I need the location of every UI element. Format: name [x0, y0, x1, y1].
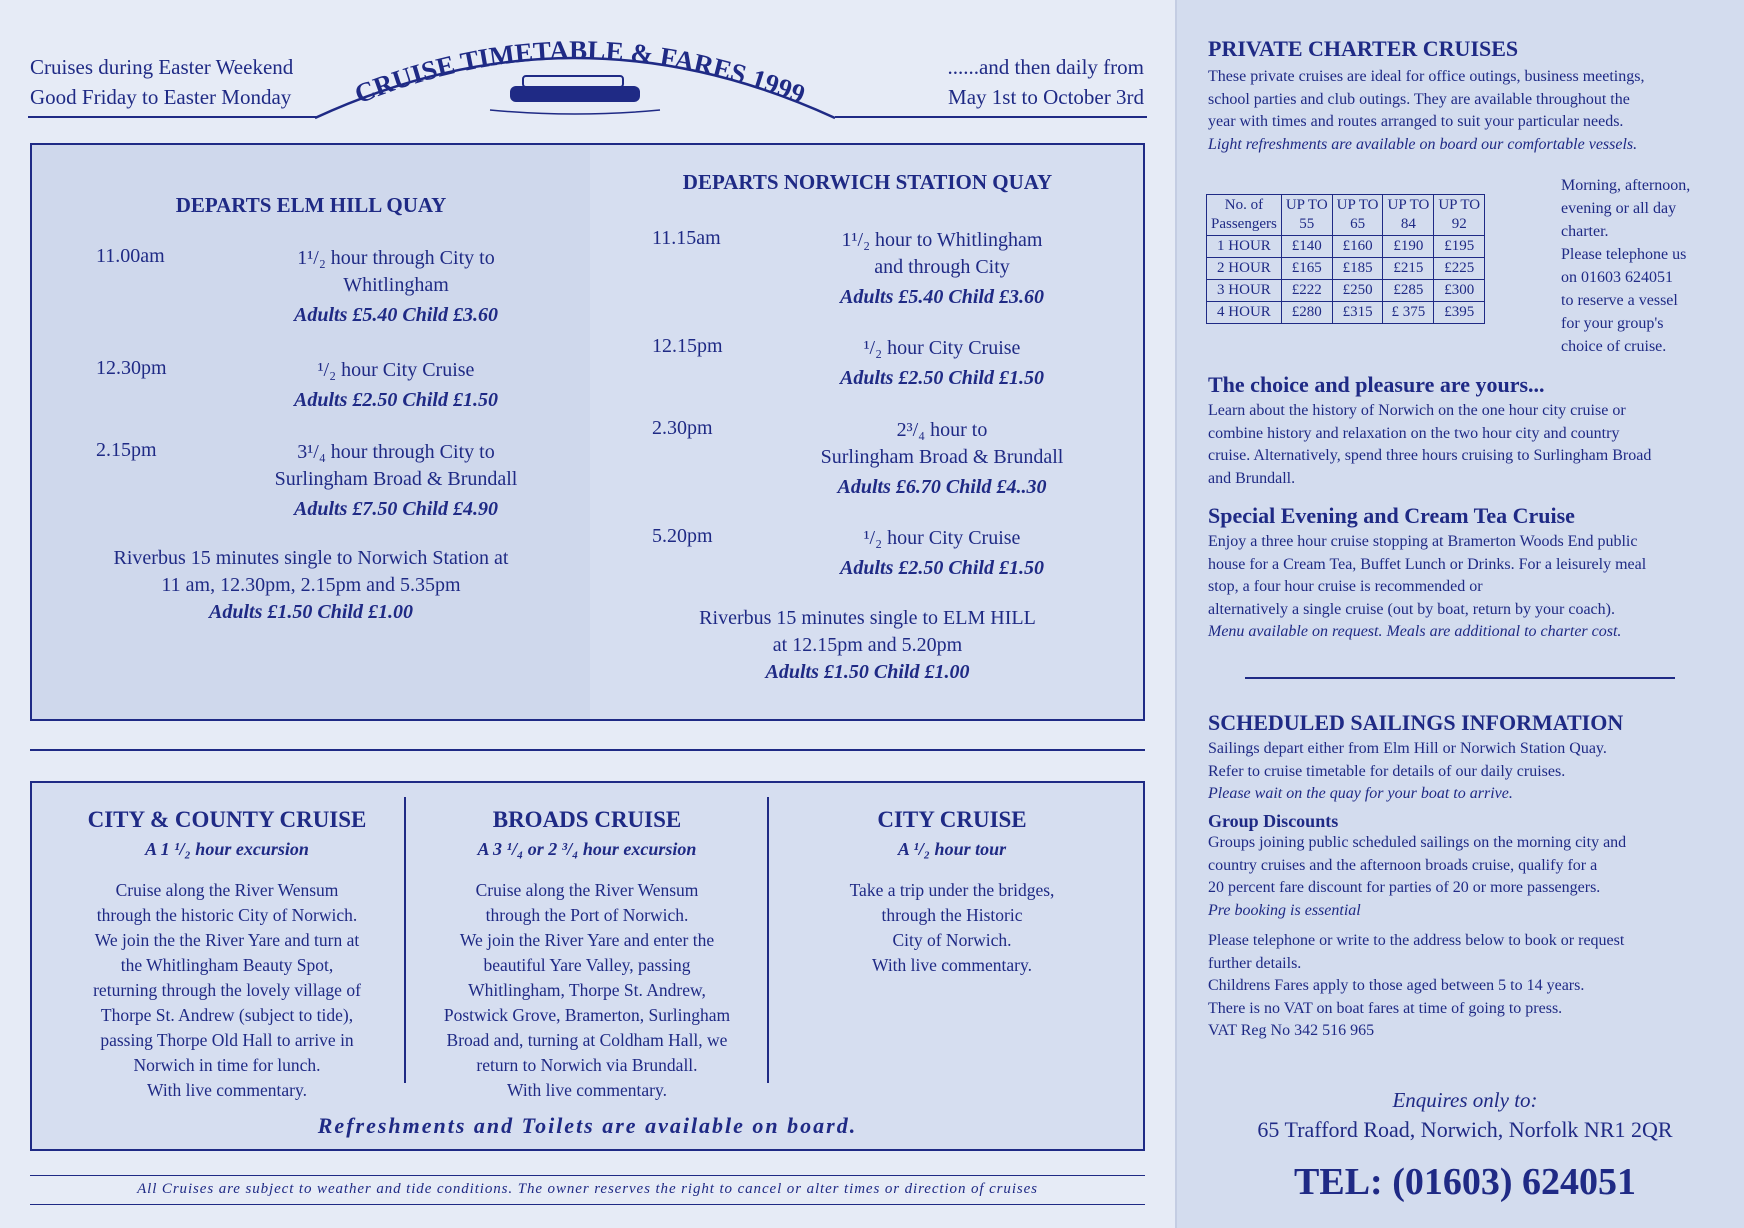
table-cell: £160 [1332, 236, 1383, 258]
table-cell: 1 HOUR [1207, 236, 1282, 258]
easter-note-line2: Good Friday to Easter Monday [30, 85, 292, 109]
cruise-line: Take a trip under the bridges, [849, 880, 1055, 900]
table-cell: £190 [1383, 236, 1434, 258]
cruise-line: Thorpe St. Andrew (subject to tide), [100, 1005, 354, 1025]
charter-line: school parties and club outings. They are available throughout the [1208, 90, 1630, 108]
choice-line: combine history and relaxation on the two hour city and country [1208, 424, 1620, 442]
cruise-line: Cruise along the River Wensum [115, 880, 339, 900]
daily-note-line1: ......and then daily from [947, 55, 1144, 79]
scheduled-italic: Please wait on the quay for your boat to arrive. [1208, 785, 1513, 802]
cruise-line: beautiful Yare Valley, passing [483, 955, 691, 975]
table-row [1207, 280, 1485, 302]
evening-text [1208, 531, 1728, 644]
cruise-descriptions [30, 781, 1145, 1151]
group-line: Groups joining public scheduled sailings on the morning city and [1208, 834, 1627, 851]
charter-section [1208, 36, 1708, 156]
note-line: Morning, afternoon, [1561, 177, 1691, 194]
cruise-line: Broad and, turning at Coldham Hall, we [446, 1030, 728, 1050]
elm-hill-riverbus [32, 545, 590, 626]
departure-route: 1¹/₂ hour through City to [297, 247, 495, 269]
cruise-line: Postwick Grove, Bramerton, Surlingham [443, 1005, 731, 1025]
table-cell: £315 [1332, 302, 1383, 324]
table-header-cell: UP TO 92 [1434, 195, 1485, 236]
departure-time: 2.15pm [96, 439, 157, 461]
boat-icon [490, 76, 660, 114]
riverbus-line1: Riverbus 15 minutes single to Norwich Station at [113, 547, 509, 569]
departure-fare: Adults £6.70 Child £4..30 [837, 476, 1047, 498]
table-cell: £285 [1383, 280, 1434, 302]
table-cell: 4 HOUR [1207, 302, 1282, 324]
cruise-subtitle: A 1 ¹/₂ hour excursion [145, 839, 309, 859]
cruise-body [777, 878, 1127, 978]
note-line: Please telephone us [1561, 246, 1687, 263]
choice-line: and Brundall. [1208, 469, 1296, 487]
departure-time: 2.30pm [652, 417, 713, 439]
contact-line: Childrens Fares apply to those aged between 5 to 14 years. [1208, 977, 1585, 994]
timetable-box [30, 143, 1145, 721]
daily-note-line2: May 1st to October 3rd [948, 85, 1144, 109]
departure-desc [246, 439, 546, 523]
cruise-city-county [42, 795, 412, 1103]
charter-title: PRIVATE CHARTER CRUISES [1208, 36, 1519, 61]
daily-note [894, 52, 1144, 112]
table-cell: 3 HOUR [1207, 280, 1282, 302]
cruise-body [42, 878, 412, 1103]
contact-text [1208, 930, 1728, 1043]
departure-route: ¹/₂ hour City Cruise [863, 527, 1021, 549]
evening-line: house for a Cream Tea, Buffet Lunch or Drinks. For a leisurely meal [1208, 555, 1647, 573]
charter-line: year with times and routes arranged to suit your particular needs. [1208, 113, 1624, 130]
departure-route-2: Surlingham Broad & Brundall [274, 468, 518, 490]
departure-desc [792, 525, 1092, 582]
departure-fare: Adults £5.40 Child £3.60 [840, 286, 1044, 308]
note-line: for your group's [1561, 315, 1664, 332]
contact-line: further details. [1208, 954, 1302, 972]
table-header-row [1207, 195, 1485, 236]
cruise-city [777, 795, 1127, 978]
charter-italic: Light refreshments are available on board our comfortable vessels. [1208, 135, 1638, 153]
cruise-line: through the Historic [881, 905, 1023, 925]
departure-route: 2³/₄ hour to [896, 419, 988, 441]
contact-line: VAT Reg No 342 516 965 [1208, 1022, 1375, 1039]
charter-line: These private cruises are ideal for office outings, business meetings, [1208, 68, 1645, 85]
cruise-line: through the historic City of Norwich. [96, 905, 358, 925]
cruise-line: passing Thorpe Old Hall to arrive in [100, 1030, 354, 1050]
table-cell: £195 [1434, 236, 1485, 258]
evening-title: Special Evening and Cream Tea Cruise [1208, 503, 1575, 528]
cruise-broads [412, 795, 762, 1103]
departure-desc [246, 357, 546, 414]
departure-route-2: and through City [874, 256, 1010, 278]
station-riverbus [590, 605, 1145, 686]
enquiries-address: 65 Trafford Road, Norwich, Norfolk NR1 2QR [1257, 1117, 1673, 1142]
note-line: to reserve a vessel [1561, 292, 1678, 309]
easter-note-line1: Cruises during Easter Weekend [30, 55, 294, 79]
station-title: DEPARTS NORWICH STATION QUAY [682, 170, 1053, 194]
riverbus-fare: Adults £1.50 Child £1.00 [765, 661, 970, 683]
table-header-cell: UP TO 55 [1281, 195, 1332, 236]
cruise-line: the Whitlingham Beauty Spot, [120, 955, 334, 975]
table-row [1207, 236, 1485, 258]
banner-title: CRUISE TIMETABLE & FARES 1999 [350, 34, 810, 110]
note-line: on 01603 624051 [1561, 269, 1673, 286]
section-rule [1245, 677, 1675, 679]
table-cell: £222 [1281, 280, 1332, 302]
table-cell: 2 HOUR [1207, 258, 1282, 280]
table-row [1207, 258, 1485, 280]
departure-fare: Adults £2.50 Child £1.50 [840, 367, 1044, 389]
note-line: charter. [1561, 223, 1609, 240]
table-cell: £225 [1434, 258, 1485, 280]
choice-text [1208, 400, 1728, 490]
departure-fare: Adults £2.50 Child £1.50 [840, 557, 1044, 579]
contact-line: There is no VAT on boat fares at time of going to press. [1208, 999, 1563, 1017]
header-rule-left [28, 116, 318, 118]
group-italic: Pre booking is essential [1208, 901, 1361, 919]
cruise-line: returning through the lovely village of [93, 980, 361, 1000]
cruise-title: BROADS CRUISE [492, 807, 682, 832]
table-cell: £280 [1281, 302, 1332, 324]
choice-line: cruise. Alternatively, spend three hours cruising to Surlingham Broad [1208, 447, 1652, 464]
cruise-line: We join the the River Yare and turn at [94, 930, 360, 950]
cruise-line: Cruise along the River Wensum [475, 880, 699, 900]
departure-route: ¹/₂ hour City Cruise [863, 337, 1021, 359]
scheduled-section [1208, 710, 1728, 1043]
departure-route-2: Surlingham Broad & Brundall [820, 446, 1064, 468]
riverbus-line2: at 12.15pm and 5.20pm [772, 634, 963, 656]
departure-fare: Adults £7.50 Child £4.90 [294, 498, 498, 520]
cruise-line: Norwich in time for lunch. [133, 1055, 321, 1075]
table-cell: £165 [1281, 258, 1332, 280]
cruise-subtitle: A ¹/₂ hour tour [897, 839, 1007, 859]
header-rule-right [835, 116, 1147, 118]
cruise-title: CITY CRUISE [877, 807, 1027, 832]
telephone-number: TEL: (01603) 624051 [1294, 1161, 1636, 1203]
table-cell: £185 [1332, 258, 1383, 280]
cruise-line: City of Norwich. [892, 930, 1012, 950]
table-row [1207, 302, 1485, 324]
timetable-banner [295, 18, 855, 126]
cruise-line: Whitlingham, Thorpe St. Andrew, [468, 980, 706, 1000]
charter-rates-table [1206, 194, 1485, 324]
table-cell: £140 [1281, 236, 1332, 258]
departure-time: 5.20pm [652, 525, 713, 547]
table-cell: £300 [1434, 280, 1485, 302]
departure-route: 3¹/₄ hour through City to [297, 441, 495, 463]
cruise-line: With live commentary. [147, 1080, 307, 1100]
cruise-line: through the Port of Norwich. [485, 905, 689, 925]
riverbus-line1: Riverbus 15 minutes single to ELM HILL [699, 607, 1036, 629]
group-line: country cruises and the afternoon broads cruise, qualify for a [1208, 856, 1598, 874]
departure-desc [792, 227, 1092, 311]
section-divider [30, 749, 1145, 751]
riverbus-fare: Adults £1.50 Child £1.00 [209, 601, 413, 623]
evening-italic: Menu available on request. Meals are additional to charter cost. [1208, 623, 1622, 640]
charter-text [1208, 66, 1708, 156]
departure-time: 12.15pm [652, 335, 723, 357]
choice-line: Learn about the history of Norwich on the one hour city cruise or [1208, 402, 1626, 419]
evening-section [1208, 503, 1728, 644]
refreshments-note: Refreshments and Toilets are available on board. [317, 1113, 858, 1138]
note-line: evening or all day [1561, 200, 1677, 217]
departure-fare: Adults £2.50 Child £1.50 [294, 389, 498, 411]
group-line: 20 percent fare discount for parties of 20 or more passengers. [1208, 879, 1601, 896]
departure-route-2: Whitlingham [343, 274, 449, 296]
cruise-subtitle: A 3 ¹/₄ or 2 ³/₄ hour excursion [477, 839, 697, 859]
note-line: choice of cruise. [1561, 338, 1667, 355]
departure-desc [246, 245, 546, 329]
easter-note [30, 52, 293, 112]
departure-route: 1¹/₂ hour to Whitlingham [841, 229, 1043, 251]
riverbus-line2: 11 am, 12.30pm, 2.15pm and 5.35pm [161, 574, 461, 596]
choice-section [1208, 372, 1728, 490]
table-header-cell: UP TO 65 [1332, 195, 1383, 236]
contact-line: Please telephone or write to the address below to book or request [1208, 932, 1625, 949]
departure-desc [792, 335, 1092, 392]
evening-line: alternatively a single cruise (out by boat, return by your coach). [1208, 600, 1615, 618]
group-discounts-text [1208, 832, 1728, 922]
elm-hill-column [32, 145, 590, 719]
evening-line: stop, a four hour cruise is recommended or [1208, 578, 1483, 595]
cruise-line: return to Norwich via Brundall. [476, 1055, 698, 1075]
enquiries-label: Enquires only to: [1392, 1088, 1538, 1112]
departure-fare: Adults £5.40 Child £3.60 [294, 304, 498, 326]
scheduled-title: SCHEDULED SAILINGS INFORMATION [1208, 710, 1624, 735]
cruise-body [412, 878, 762, 1103]
table-cell: £250 [1332, 280, 1383, 302]
scheduled-line: Refer to cruise timetable for details of our daily cruises. [1208, 762, 1566, 780]
scheduled-text [1208, 738, 1728, 806]
charter-note [1561, 174, 1721, 358]
departure-route: ¹/₂ hour City Cruise [317, 359, 475, 381]
table-cell: £ 375 [1383, 302, 1434, 324]
table-header-cell: No. of Passengers [1207, 195, 1282, 236]
table-cell: £215 [1383, 258, 1434, 280]
cruise-line: With live commentary. [507, 1080, 667, 1100]
disclaimer: All Cruises are subject to weather and tide conditions. The owner reserves the right to cancel or alter times or direction of cruises [30, 1175, 1145, 1205]
departure-time: 11.15am [652, 227, 721, 249]
column-divider [767, 797, 769, 1083]
departure-time: 12.30pm [96, 357, 167, 379]
cruise-title: CITY & COUNTY CRUISE [87, 807, 367, 832]
choice-title: The choice and pleasure are yours... [1208, 372, 1545, 397]
table-header-cell: UP TO 84 [1383, 195, 1434, 236]
scheduled-line: Sailings depart either from Elm Hill or Norwich Station Quay. [1208, 740, 1607, 757]
group-discounts-title: Group Discounts [1208, 810, 1339, 831]
departure-time: 11.00am [96, 245, 165, 267]
cruise-line: We join the River Yare and enter the [459, 930, 715, 950]
table-cell: £395 [1434, 302, 1485, 324]
fold-line [1175, 0, 1177, 1228]
cruise-line: With live commentary. [872, 955, 1032, 975]
evening-line: Enjoy a three hour cruise stopping at Bramerton Woods End public [1208, 533, 1638, 550]
column-divider [404, 797, 406, 1083]
elm-hill-title: DEPARTS ELM HILL QUAY [175, 193, 447, 217]
departure-desc [792, 417, 1092, 501]
